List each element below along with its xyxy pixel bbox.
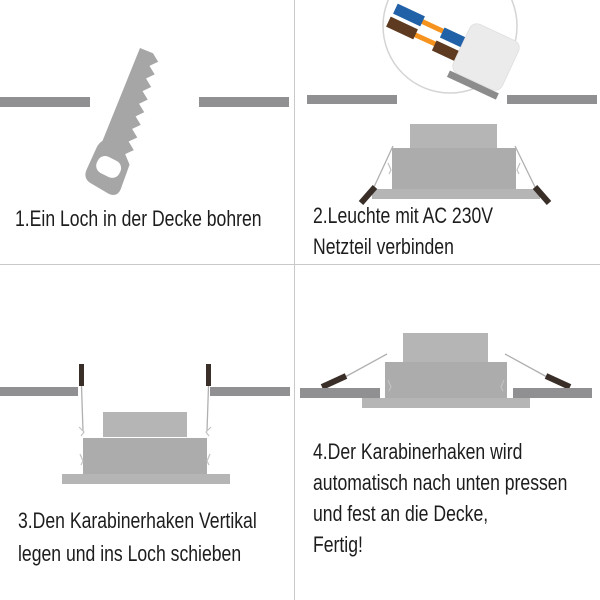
ceiling-bar-left (0, 387, 78, 396)
fixture-driver-box (403, 333, 488, 362)
fixture-body (385, 362, 507, 398)
fixture-trim-plate (372, 189, 540, 199)
spring-clip-left (79, 364, 84, 386)
spring-clip-right (206, 364, 211, 386)
spring-wire-left (82, 386, 84, 431)
fixture-driver-box (410, 124, 497, 148)
hook-mark-right-side (207, 454, 210, 465)
fixture-driver-box (103, 412, 187, 437)
hook-mark-right (517, 163, 520, 174)
caption-line: 1.Ein Loch in der Decke bohren (15, 206, 262, 231)
fixture-body (392, 148, 516, 189)
ceiling-bar-right (199, 97, 289, 107)
caption-line: automatisch nach unten pressen (313, 470, 568, 495)
fixture-trim-plate (62, 474, 230, 484)
caption-line: Netzteil verbinden (313, 234, 454, 259)
ceiling-bar-left (307, 95, 397, 104)
hook-mark-left (388, 163, 391, 174)
spring-wire-right (505, 354, 547, 377)
caption-line: 4.Der Karabinerhaken wird (313, 439, 523, 464)
caption-line: 3.Den Karabinerhaken Vertikal (18, 508, 257, 533)
caption-line: Fertig! (313, 532, 363, 557)
ceiling-bar-right (513, 388, 592, 398)
ceiling-bar-left (0, 97, 90, 107)
caption-line: und fest an die Decke, (313, 501, 489, 526)
caption-line: legen und ins Loch schieben (18, 541, 242, 566)
horizontal-divider (0, 264, 600, 265)
ceiling-bar-right (210, 387, 290, 396)
spring-wire-right (207, 386, 209, 431)
vertical-divider (294, 0, 295, 600)
caption-line: 2.Leuchte mit AC 230V (313, 203, 494, 228)
step4-caption (313, 436, 567, 560)
ceiling-bar-right (507, 95, 597, 104)
step3-caption (18, 504, 257, 570)
spring-wire-left (345, 354, 387, 377)
handsaw-shape (81, 47, 172, 198)
spring-clip-right (546, 376, 570, 387)
fixture-body (83, 438, 207, 474)
ceiling-bar-left (300, 388, 380, 398)
spring-clip-left (322, 376, 346, 387)
hook-mark-left-side (80, 454, 83, 465)
fixture-trim-plate (362, 398, 530, 408)
step2-caption (313, 200, 493, 262)
step1-caption (15, 203, 262, 234)
